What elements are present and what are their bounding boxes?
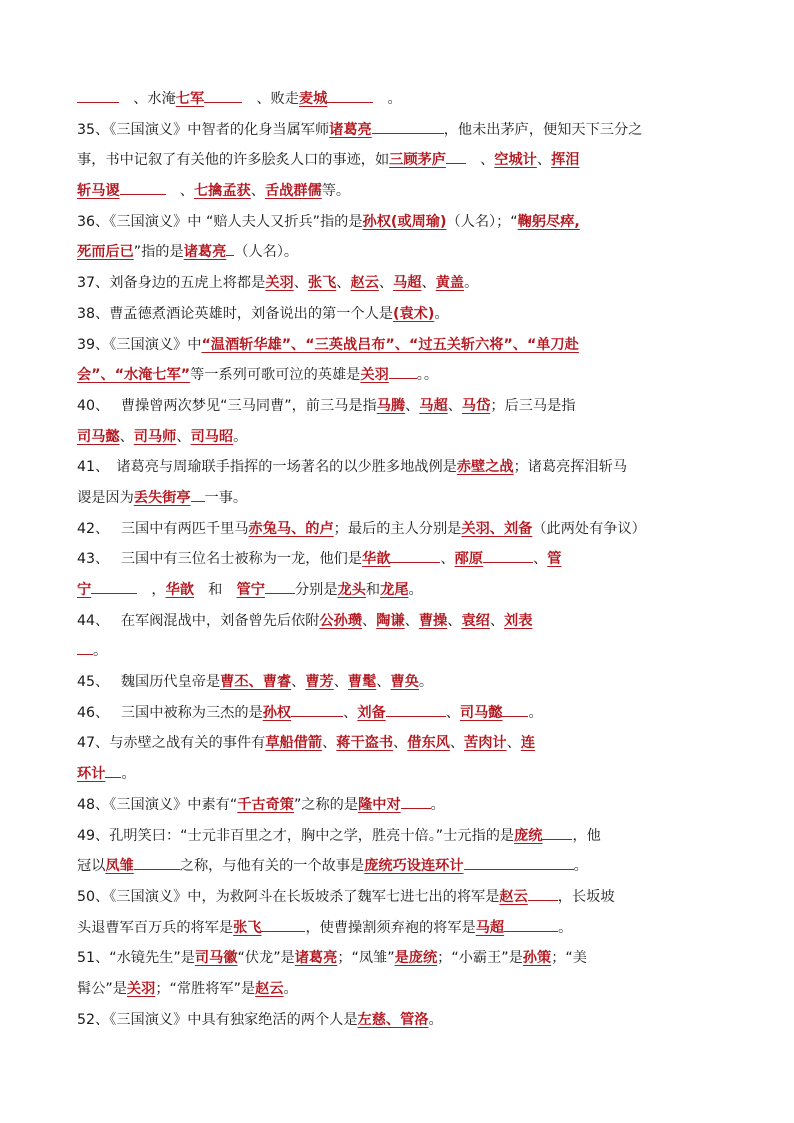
answer-blank xyxy=(291,701,343,717)
answer-blank xyxy=(372,118,444,134)
answer-text: 曹奂 xyxy=(390,674,419,691)
question-text: 、 xyxy=(447,612,462,629)
question-text: 50、《三国演义》中，为救阿斗在长坂坡杀了魏军七进七出的将军是 xyxy=(77,888,500,905)
answer-text: 宁 xyxy=(77,582,92,598)
answer-text: 马超 xyxy=(393,275,422,292)
answer-text: 诸葛亮 xyxy=(294,950,338,967)
answer-text: 黄盖 xyxy=(435,275,465,292)
question-text: 、 xyxy=(176,428,191,445)
question-text: ，长坂坡 xyxy=(557,888,615,905)
text-line xyxy=(77,391,727,422)
answer-text: 司马徽 xyxy=(194,950,238,967)
question-text: 、 xyxy=(404,612,419,629)
answer-blank xyxy=(327,87,373,103)
question-text: 之称，与他有关的一个故事是 xyxy=(179,858,365,875)
text-line xyxy=(77,667,727,698)
question-text: 头退曹军百万兵的将军是 xyxy=(77,919,234,936)
answer-text: 公孙瓒 xyxy=(319,612,363,629)
question-text: 。 xyxy=(430,796,445,813)
question-text: 48、《三国演义》中素有“ xyxy=(77,796,238,813)
question-text: 髯公”是 xyxy=(77,980,127,997)
answer-text: 司马师 xyxy=(133,428,177,445)
answer-text: 七军 xyxy=(175,91,205,107)
question-text: 。 xyxy=(573,858,588,875)
question-text: 、 xyxy=(421,275,436,292)
answer-text: (袁术) xyxy=(393,305,435,322)
answer-blank xyxy=(528,885,558,901)
question-text: 45、 魏国历代皇帝是 xyxy=(77,674,221,691)
question-text: 分别是 xyxy=(294,582,338,598)
question-text: 、 xyxy=(440,551,455,568)
question-text: 、 xyxy=(447,397,462,414)
answer-text: 孙权(或周瑜) xyxy=(362,213,447,230)
answer-text: 陶谦 xyxy=(376,612,405,629)
answer-text: 斩马谡 xyxy=(77,183,120,200)
question-text: 一事。 xyxy=(204,489,248,506)
text-line xyxy=(77,974,727,1005)
question-text: （此两处有争议） xyxy=(532,520,646,537)
answer-text: 马岱 xyxy=(461,397,491,414)
answer-text: 丢失街亭 xyxy=(133,489,191,506)
answer-text: 曹芳 xyxy=(305,674,334,691)
answer-blank xyxy=(390,547,440,563)
answer-text: 赵云 xyxy=(255,980,284,997)
question-text: 51、“水镜先生”是 xyxy=(77,950,195,967)
answer-blank xyxy=(120,179,166,195)
answer-blank xyxy=(542,824,572,840)
question-text: 。 xyxy=(528,704,543,721)
text-line xyxy=(77,606,727,637)
question-text: ；“常胜将军”是 xyxy=(155,980,256,997)
answer-text: 赵云 xyxy=(499,888,528,905)
question-text: 、 xyxy=(291,674,306,691)
answer-blank xyxy=(77,87,119,103)
question-text: 、 xyxy=(333,674,348,691)
question-text: 。 xyxy=(434,305,449,322)
question-text: ；“小霸王”是 xyxy=(437,950,523,967)
answer-text: 关羽 xyxy=(265,275,294,292)
answer-text: 张飞 xyxy=(307,275,337,292)
answer-text: 左慈、管洛 xyxy=(357,1011,429,1028)
text-line xyxy=(77,882,727,913)
answer-text: 挥泪 xyxy=(551,152,580,169)
question-text: 等。 xyxy=(321,183,351,200)
answer-text: 庞统 xyxy=(514,827,543,844)
answer-text: 蒋干盗书 xyxy=(336,735,394,752)
answer-blank xyxy=(502,701,528,717)
question-text: 、 xyxy=(489,612,505,629)
answer-blank xyxy=(91,578,137,594)
question-text: ”指的是 xyxy=(133,244,184,261)
question-text: 、 xyxy=(465,152,495,169)
question-text: ；最后的主人分别是 xyxy=(333,520,462,537)
answer-text: 马超 xyxy=(419,397,448,414)
answer-text: 苦肉计 xyxy=(464,735,507,752)
answer-blank xyxy=(386,701,446,717)
question-text: 。 xyxy=(428,1011,443,1028)
answer-text: 刘备 xyxy=(357,704,386,721)
answer-text: 赤壁之战 xyxy=(456,459,514,476)
question-text: 、 xyxy=(343,704,358,721)
document-body xyxy=(77,84,727,1035)
answer-text: 司马懿 xyxy=(77,428,120,445)
answer-text: 张飞 xyxy=(233,919,262,936)
answer-text: 连 xyxy=(520,735,536,752)
question-text: 52、《三国演义》中具有独家绝活的两个人是 xyxy=(77,1011,358,1028)
question-text: 冠以 xyxy=(77,858,106,875)
question-text: ，使曹操割须弃袍的将军是 xyxy=(305,919,476,936)
question-text: 、 xyxy=(322,735,337,752)
question-text: （人名）；“ xyxy=(446,213,518,230)
question-text: 事，书中记叙了有关他的许多脍炙人口的事迹，如 xyxy=(77,152,390,169)
question-text: 、 xyxy=(506,735,521,752)
question-text: 44、 在军阀混战中，刘备曾先后依附 xyxy=(77,612,320,629)
question-text: ；“凤雏” xyxy=(337,950,395,967)
answer-text: 关羽 xyxy=(126,980,156,997)
question-text: 、败走 xyxy=(242,91,299,107)
answer-text: 千古奇策 xyxy=(237,796,294,813)
answer-blank xyxy=(446,148,466,164)
answer-text: 七擒孟获 xyxy=(193,183,251,200)
question-text: ；诸葛亮挥泪斩马 xyxy=(513,459,628,476)
question-text: 、 xyxy=(293,275,308,292)
answer-text: 赤兔马、的卢 xyxy=(248,520,334,537)
text-line xyxy=(77,790,727,821)
answer-text: “温酒斩华雄”、“三英战吕布”、“过五关斩六将”、“单刀赴 xyxy=(201,336,579,353)
answer-text: 是庞统 xyxy=(394,950,438,967)
text-line xyxy=(77,360,727,391)
text-line xyxy=(77,483,727,514)
question-text: 38、曹孟德煮酒论英雄时，刘备说出的第一个人是 xyxy=(77,305,393,322)
answer-text: 曹髦 xyxy=(347,674,377,691)
answer-text: 环计 xyxy=(77,766,106,783)
answer-text: 草船借箭 xyxy=(265,735,323,752)
question-text: 43、 三国中有三位名士被称为一龙，他们是 xyxy=(77,551,363,568)
question-text: 、 xyxy=(165,183,194,200)
answer-text: 会”、“水淹七军” xyxy=(77,367,191,384)
text-line xyxy=(77,422,727,453)
answer-text: 空城计 xyxy=(494,152,537,169)
text-line xyxy=(77,575,727,606)
question-text: 。 xyxy=(93,643,108,660)
question-text: 。 xyxy=(408,582,423,598)
question-text: 35、《三国演义》中智者的化身当属军师 xyxy=(77,121,330,138)
question-text: ；“美 xyxy=(551,950,587,967)
question-text: 、 xyxy=(405,397,420,414)
text-line xyxy=(77,237,727,268)
question-text: 、 xyxy=(378,275,394,292)
text-line xyxy=(77,821,727,852)
question-text: ；后三马是指 xyxy=(490,397,576,414)
question-text: ， xyxy=(137,582,166,598)
question-text: 。 xyxy=(283,980,298,997)
answer-text: 麦城 xyxy=(298,91,328,107)
text-line xyxy=(77,728,727,759)
text-line xyxy=(77,514,727,545)
question-text: ，他 xyxy=(572,827,601,844)
text-line xyxy=(77,176,727,207)
text-line xyxy=(77,943,727,974)
answer-text: 司马昭 xyxy=(190,428,234,445)
question-text: 39、《三国演义》中 xyxy=(77,336,202,353)
answer-blank xyxy=(134,854,180,870)
answer-blank xyxy=(261,916,305,932)
text-line xyxy=(77,207,727,238)
text-line xyxy=(77,84,727,115)
answer-text: 隆中对 xyxy=(358,796,401,813)
question-text: 、 xyxy=(449,735,465,752)
question-text: “伏龙”是 xyxy=(237,950,295,967)
answer-text: 邴原 xyxy=(454,551,484,568)
answer-text: 华歆 xyxy=(165,582,194,598)
question-text: 和 xyxy=(365,582,381,598)
question-text: 。 xyxy=(373,91,402,107)
question-text: 。 xyxy=(233,428,248,445)
answer-text: 鞠躬尽瘁, xyxy=(517,213,580,230)
answer-text: 华歆 xyxy=(362,551,391,568)
question-text: ”之称的是 xyxy=(293,796,359,813)
question-text: 37、刘备身边的五虎上将都是 xyxy=(77,275,266,292)
answer-text: 司马懿 xyxy=(459,704,503,721)
question-text: 、 xyxy=(336,275,351,292)
answer-text: 死而后已 xyxy=(77,244,134,261)
answer-blank xyxy=(464,854,574,870)
answer-text: 三顾茅庐 xyxy=(389,152,446,169)
text-line xyxy=(77,698,727,729)
answer-text: 关羽、刘备 xyxy=(461,520,533,537)
text-line xyxy=(77,299,727,330)
text-line xyxy=(77,913,727,944)
answer-text: 舌战群儒 xyxy=(264,183,322,200)
question-text: 。 xyxy=(121,766,136,783)
answer-text: 庞统巧设连环计 xyxy=(364,858,464,875)
question-text: 、 xyxy=(362,612,377,629)
answer-text: 关羽 xyxy=(360,367,389,384)
answer-text: 曹丕、曹睿 xyxy=(220,674,292,691)
answer-text: 孙权 xyxy=(262,704,292,721)
answer-text: 诸葛亮 xyxy=(183,244,227,261)
answer-text: 孙策 xyxy=(522,950,552,967)
text-line xyxy=(77,636,727,667)
question-text: 和 xyxy=(193,582,237,598)
answer-text: 马腾 xyxy=(376,397,406,414)
question-text: 、 xyxy=(536,152,552,169)
answer-text: 凤雏 xyxy=(105,858,134,875)
text-line xyxy=(77,268,727,299)
answer-text: 马超 xyxy=(475,919,505,936)
answer-blank xyxy=(483,547,533,563)
question-text: 。 xyxy=(418,674,434,691)
question-text: 、 xyxy=(250,183,265,200)
text-line xyxy=(77,452,727,483)
question-text: 、 xyxy=(119,428,134,445)
text-line xyxy=(77,851,727,882)
question-text: 36、《三国演义》中 “赔人夫人又折兵”指的是 xyxy=(77,213,363,230)
answer-text: 管宁 xyxy=(236,582,265,598)
question-text: 、 xyxy=(533,551,548,568)
text-line xyxy=(77,1005,727,1036)
question-text: 、 xyxy=(393,735,408,752)
answer-text: 管 xyxy=(547,551,562,568)
question-text: 42、 三国中有两匹千里马 xyxy=(77,520,249,537)
answer-blank xyxy=(389,363,417,379)
answer-text: 龙头 xyxy=(337,582,366,598)
question-text: 等一系列可歌可泣的英雄是 xyxy=(190,367,361,384)
answer-blank xyxy=(265,578,295,594)
question-text: 。 xyxy=(558,919,573,936)
answer-blank xyxy=(105,762,121,778)
question-text: 。 xyxy=(464,275,479,292)
answer-text: 袁绍 xyxy=(461,612,490,629)
text-line xyxy=(77,330,727,361)
answer-text: 借东风 xyxy=(407,735,450,752)
text-line xyxy=(77,145,727,176)
answer-blank xyxy=(191,486,205,502)
text-line xyxy=(77,115,727,146)
question-text: 47、与赤壁之战有关的事件有 xyxy=(77,735,266,752)
answer-text: 赵云 xyxy=(350,275,379,292)
answer-text: 刘表 xyxy=(504,612,533,629)
question-text: 、 xyxy=(376,674,391,691)
question-text: 。。 xyxy=(416,367,439,384)
answer-text: 龙尾 xyxy=(380,582,409,598)
question-text: 46、 三国中被称为三杰的是 xyxy=(77,704,263,721)
answer-blank xyxy=(77,639,93,655)
answer-text: 诸葛亮 xyxy=(329,121,372,138)
answer-blank xyxy=(204,87,242,103)
text-line xyxy=(77,759,727,790)
answer-blank xyxy=(401,793,431,809)
question-text: 谡是因为 xyxy=(77,489,134,506)
question-text: 41、 诸葛亮与周瑜联手指挥的一场著名的以少胜多地战例是 xyxy=(77,459,457,476)
question-text: 、水淹 xyxy=(119,91,176,107)
question-text: 、 xyxy=(445,704,460,721)
question-text: 40、 曹操曾两次梦见“三马同曹”，前三马是指 xyxy=(77,397,377,414)
answer-blank xyxy=(504,916,558,932)
text-line xyxy=(77,544,727,575)
question-text: ，他未出茅庐，便知天下三分之 xyxy=(443,121,643,138)
answer-text: 曹操 xyxy=(418,612,448,629)
question-text: 49、孔明笑曰：“士元非百里之才，胸中之学，胜亮十倍。”士元指的是 xyxy=(77,827,515,844)
question-text: （人名）。 xyxy=(234,244,299,261)
